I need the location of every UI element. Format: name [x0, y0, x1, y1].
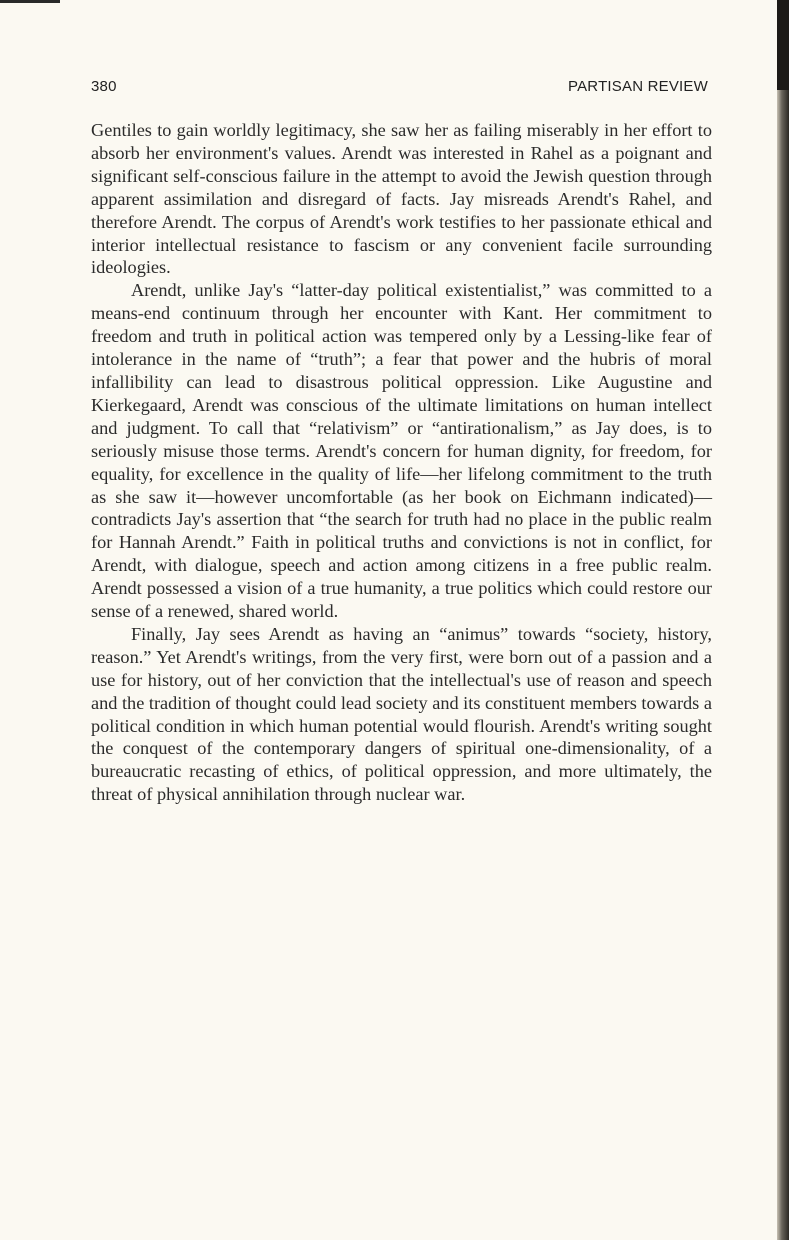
- page-number: 380: [91, 78, 117, 95]
- page-binding-shadow: [777, 0, 789, 90]
- journal-title: PARTISAN REVIEW: [568, 78, 708, 95]
- paragraph-continued: Gentiles to gain worldly legitimacy, she saw her as failing miserably in her effort to absorb her environment's values. Arendt was interested in Rahel as a poignant and significant self-conscious failure in the attempt to avoid the Jewish question through apparent assimilation and disregard of facts. Jay misreads Arendt's Rahel, and therefore Arendt. The corpus of Arendt's work testifies to her passionate ethical and interior intellectual resistance to fascism or any convenient facile surrounding ideologies.: [91, 120, 712, 278]
- paragraph-finally: Finally, Jay sees Arendt as having an “animus” towards “society, history, reason.” Yet Arendt's writings, from the very first, were born out of a passion and a use for history, out of her conviction that the intellectual's use of reason and speech and the tradition of thought could lead society and its constituent members towards a political condition in which human potential would flourish. Arendt's writing sought the conquest of the contemporary dangers of spiritual one-dimensionality, of a bureaucratic recasting of ethics, of political oppression, and more ultimately, the threat of physical annihilation through nuclear war.: [91, 623, 712, 805]
- scan-edge-rule: [0, 0, 60, 3]
- paragraph-arendt-commitment: Arendt, unlike Jay's “latter-day political existentialist,” was committed to a means-end continuum through her encounter with Kant. Her commitment to freedom and truth in political action was tempered only by a Lessing-like fear of intolerance in the name of “truth”; a fear that power and the hubris of moral infallibility can lead to disastrous political oppression. Like Augustine and Kierkegaard, Arendt was conscious of the ultimate limitations on human intellect and judgment. To call that “relativism” or “antirationalism,” as Jay does, is to seriously misuse those terms. Arendt's concern for human dignity, for freedom, for equality, for excellence in the quality of life—her lifelong commitment to the truth as she saw it—however uncomfortable (as her book on Eichmann indicated)—contradicts Jay's assertion that “the search for truth had no place in the public realm for Hannah Arendt.” Faith in political truths and convictions is not in conflict, for Arendt, with dialogue, speech and action among citizens in a free public realm. Arendt possessed a vision of a true humanity, a true politics which could restore our sense of a renewed, shared world.: [91, 280, 712, 622]
- running-head: [91, 78, 708, 100]
- page-binding-edge: [777, 0, 789, 1240]
- body-text: [91, 119, 712, 806]
